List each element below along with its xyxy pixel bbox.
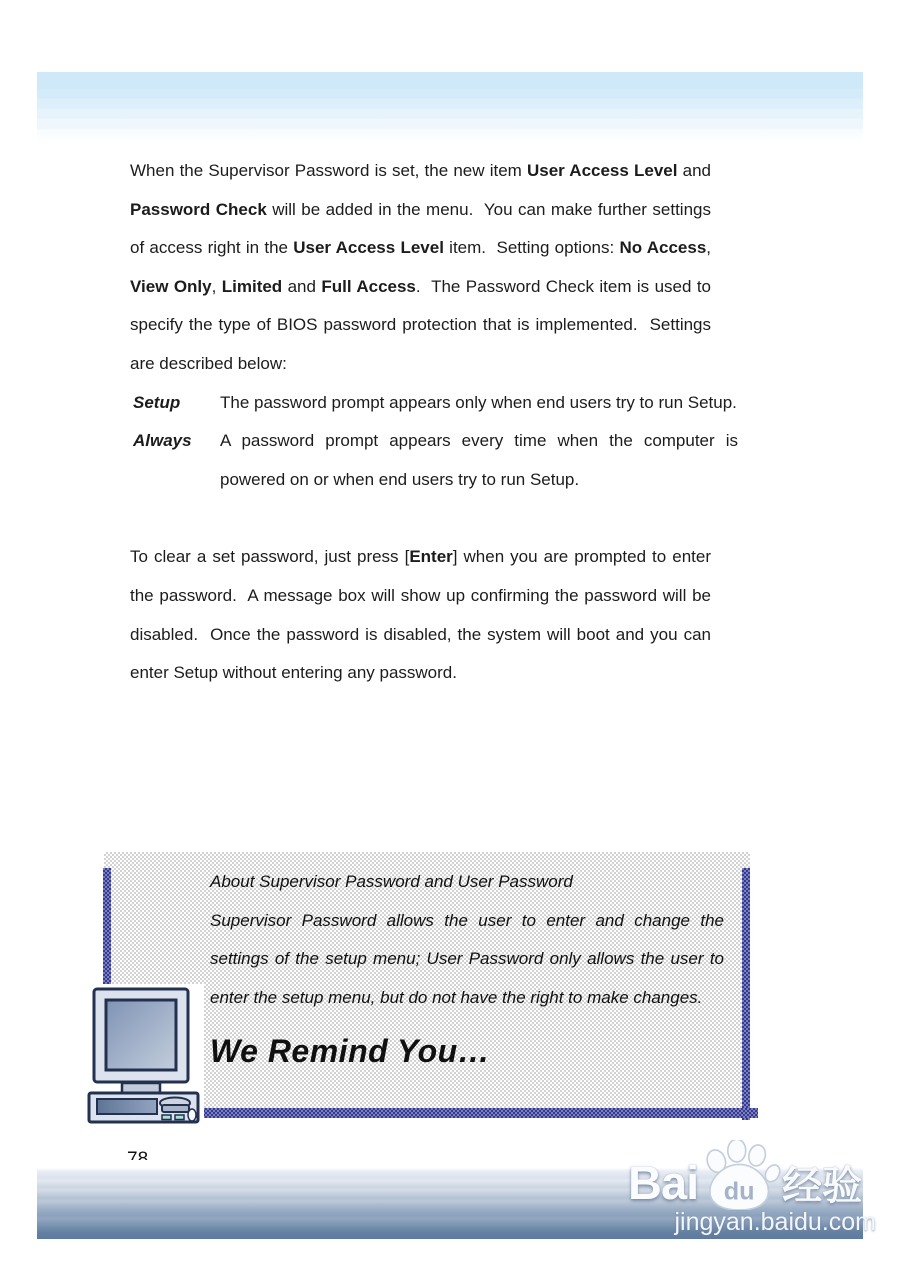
reminder-body: Supervisor Password allows the user to enter and change the settings of the setup menu; User Password only allows the user to enter the setup menu, but do not have the right to make changes. [210,910,724,1007]
baidu-jingyan-logo [628,1140,878,1237]
definition-desc: The password prompt appears only when end users try to run Setup. [220,392,737,412]
definition-desc: A password prompt appears every time when the computer is powered on or when end users try to run Setup. [220,431,738,489]
definition-row-setup [130,384,740,423]
reminder-text [210,863,724,1071]
header-gradient [37,72,863,144]
logo-url: jingyan.baidu.com [674,1208,876,1236]
desktop-computer-icon [84,984,204,1128]
logo-text-bai: Bai [628,1156,699,1209]
definition-term: Setup [133,392,181,412]
reminder-heading: About Supervisor Password and User Password [210,872,573,891]
paragraph-clear-password: To clear a set password, just press [Enter] when you are prompted to enter the password. A message box will show up confirming the password will be disabled. Once the password is disabled, the system will boot and you can enter Setup without entering any password. [130,547,711,683]
reminder-box-right-border [742,868,750,1120]
logo-text-du: du [723,1177,755,1206]
logo-row [628,1140,878,1209]
logo-text-jingyan: 经验 [782,1164,863,1208]
definition-list [130,384,740,500]
body-text [130,152,740,693]
definition-term: Always [133,431,192,451]
baidu-paw-icon [699,1140,781,1210]
paragraph-password-check: When the Supervisor Password is set, the new item User Access Level and Password Check will be added in the menu. You can make further settings of access right in the User Access Level item. Setting options: No Access, View Only, Limited and Full Access. The Password Check item is used to specify the type of BIOS password protection that is implemented. Settings are described below: [130,161,712,373]
definition-row-always [130,422,740,499]
header-bar [37,40,863,69]
reminder-title: We Remind You… [210,1033,491,1070]
